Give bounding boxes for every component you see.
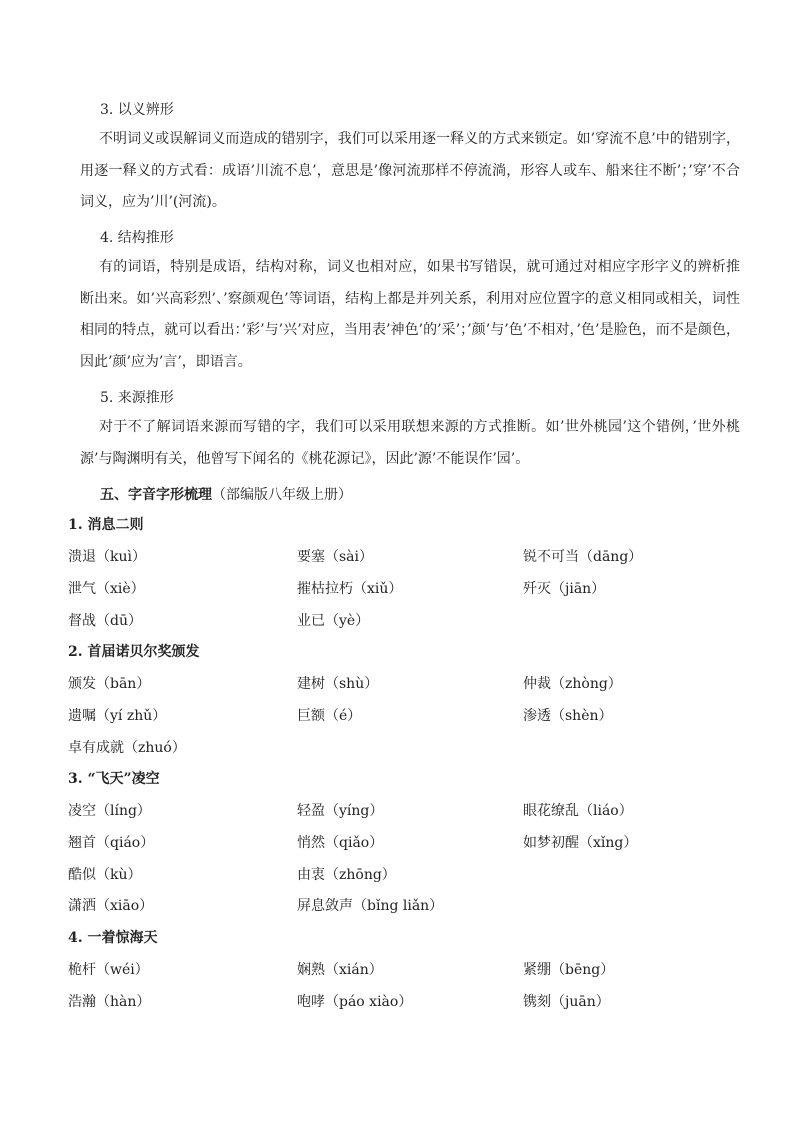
word-item: 紧绷（bēng） [523,962,615,978]
word-item: 眼花缭乱（liáo） [523,803,633,819]
word-row [68,992,768,1024]
part-title-main: 五、字音字形梳理 [100,487,212,503]
word-item: 酷似（kù） [68,866,142,883]
word-row [68,960,768,992]
word-item: 桅杆（wéi） [68,962,149,978]
word-item: 潇洒（xiāo） [68,898,154,915]
word-item: 镌刻（juān） [523,993,610,1010]
word-item: 由衷（zhōng） [297,866,396,883]
lesson-title-3: 3. “飞天”凌空 [68,771,160,787]
lesson-words-3 [68,801,768,928]
section-heading-4: 4. 结构推形 [100,230,174,246]
word-item: 仲裁（zhòng） [523,676,622,692]
word-row [68,674,768,706]
word-item: 屏息敛声（bǐng liǎn） [297,898,444,915]
section-heading-3: 3. 以义辨形 [100,102,174,118]
word-item: 颁发（bān） [68,676,151,692]
word-row [68,801,768,833]
word-item: 如梦初醒（xǐng） [523,834,638,851]
word-row [68,833,768,865]
section-text-3: 不明词义或误解词义而造成的错别字，我们可以采用逐一释义的方式来锁定。如’穿流不息’中的错别字，用逐一释义的方式看：成语’川流不息’，意思是’像河流那样不停流淌，形容人或车、船来往不断’；’穿’不合词义，应为’川’(河流)。 [80,131,740,210]
word-item: 娴熟（xián） [297,962,383,978]
word-item: 遗嘱（yí zhǔ） [68,707,167,724]
word-item: 翘首（qiáo） [68,834,155,851]
lesson-words-2 [68,674,768,769]
word-item: 卓有成就（zhuó） [68,739,186,756]
word-row [68,706,768,738]
word-item: 悄然（qiǎo） [297,834,384,851]
lesson-title-4: 4. 一着惊海天 [68,930,158,946]
lesson-words-4 [68,960,768,1024]
lesson-title-1: 1. 消息二则 [68,517,144,533]
word-item: 泄气（xiè） [68,580,145,597]
word-item: 摧枯拉朽（xiǔ） [297,580,403,597]
section-text-5: 对于不了解词语来源而写错的字，我们可以采用联想来源的方式推断。如’世外桃园’这个错例，’世外桃源’与陶渊明有关，他曾写下闻名的《桃花源记》，因此’源’不能误作’园’。 [80,419,740,467]
word-item: 要塞（sài） [297,549,374,565]
word-item: 建树（shù） [297,676,379,692]
section-text-4: 有的词语，特别是成语，结构对称，词义也相对应，如果书写错误，就可通过对相应字形字义的辨析推断出来。如’兴高彩烈’、’察颜观色’等词语，结构上都是并列关系，利用对应位置字的意义相同或相关，词性相同的特点，就可以看出：’彩’与’兴’对应，当用表’神色’的’采’；’颜’与’色’不相对，’色’是脸色，而不是颜色，因此’颜’应为’言’，即语言。 [80,259,740,370]
part-title-note: （部编版八年级上册） [212,487,352,503]
section-heading-5: 5. 来源推形 [100,390,174,406]
word-item: 业已（yè） [297,612,370,629]
word-row [68,896,768,928]
word-row [68,547,768,579]
word-row [68,579,768,611]
word-row [68,865,768,897]
word-item: 渗透（shèn） [523,707,613,724]
word-item: 巨额（é） [297,707,362,724]
word-item: 溃退（kuì） [68,549,146,565]
word-item: 凌空（líng） [68,803,151,819]
lesson-title-2: 2. 首届诺贝尔奖颁发 [68,644,200,660]
word-item: 督战（dū） [68,612,142,629]
word-item: 浩瀚（hàn） [68,993,151,1010]
word-item: 锐不可当（dāng） [523,549,643,565]
word-row [68,611,768,643]
part-title [100,485,352,505]
word-row [68,738,768,770]
lesson-words-1 [68,547,768,642]
word-item: 轻盈（yíng） [297,803,384,819]
word-item: 咆哮（páo xiào） [297,993,413,1010]
word-item: 歼灭（jiān） [523,580,606,597]
